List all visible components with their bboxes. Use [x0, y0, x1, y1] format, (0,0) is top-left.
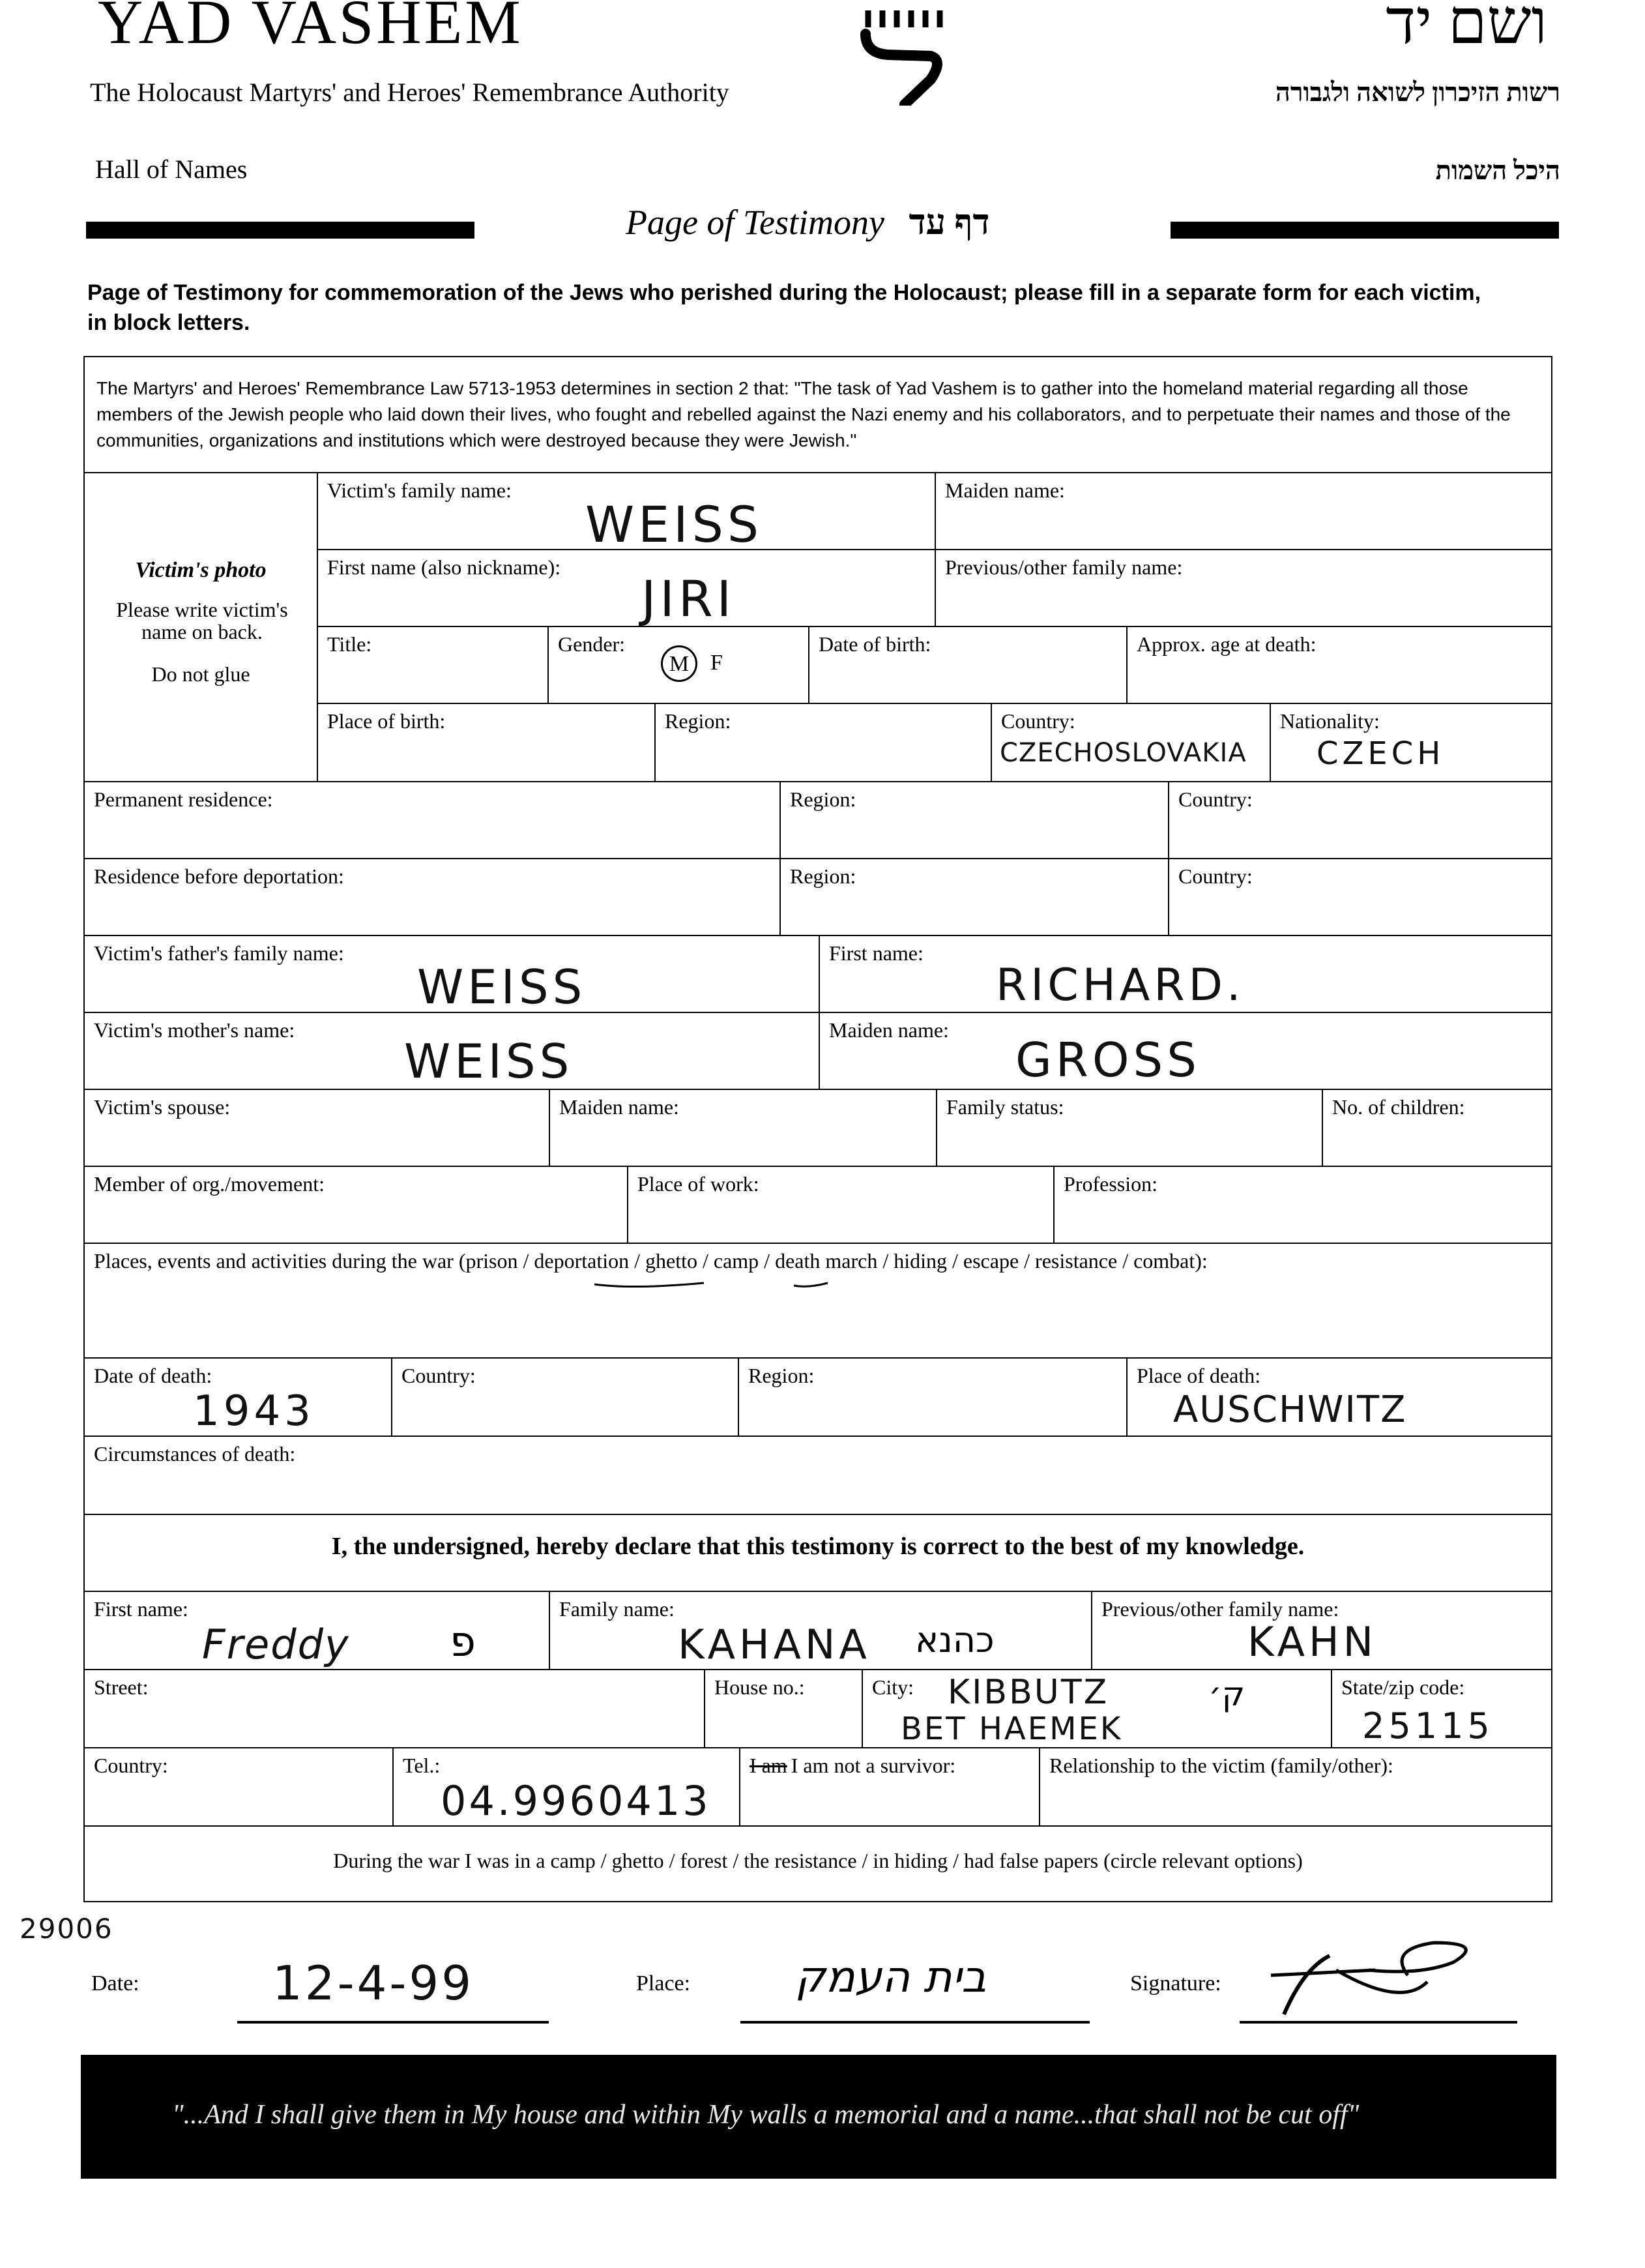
place-value: בית העמק: [795, 1952, 987, 2002]
title-rule-right: [1171, 222, 1559, 239]
father-family-name-field[interactable]: [83, 935, 820, 1013]
member-org-field[interactable]: [83, 1166, 628, 1244]
signature-field[interactable]: [1240, 2021, 1517, 2024]
victim-photo-title: Victim's photo: [135, 558, 267, 582]
field-label: Title:: [327, 632, 372, 656]
place-of-death-value: AUSCHWITZ: [1173, 1389, 1407, 1431]
permanent-region-field[interactable]: [779, 781, 1169, 859]
field-label: Victim's father's family name:: [94, 941, 344, 965]
gender-female-option[interactable]: F: [710, 651, 723, 675]
children-field[interactable]: [1322, 1089, 1552, 1167]
field-label: Circumstances of death:: [94, 1442, 296, 1465]
maiden-name-field[interactable]: [935, 472, 1552, 550]
field-label: Places, events and activities during the war (prison / deportation / ghetto / camp / death march / hiding / escape / resistance / combat):: [94, 1249, 1208, 1273]
birth-region-field[interactable]: [654, 703, 992, 782]
not-survivor-label: I am not a survivor:: [791, 1754, 956, 1777]
date-of-death-field[interactable]: [83, 1357, 392, 1437]
date-value: 12-4-99: [272, 1956, 474, 2010]
field-label: Maiden name:: [559, 1095, 679, 1119]
field-label: Tel.:: [403, 1754, 441, 1777]
field-label: Region:: [790, 864, 856, 888]
city-field[interactable]: [862, 1669, 1332, 1748]
yad-vashem-logo-icon: [859, 8, 950, 106]
field-label: Gender:: [558, 632, 626, 656]
victim-photo-no-glue: Do not glue: [151, 662, 250, 686]
field-label: Residence before deportation:: [94, 864, 344, 888]
residence-before-deportation-field[interactable]: [83, 858, 781, 936]
house-no-field[interactable]: [704, 1669, 863, 1748]
field-label: State/zip code:: [1341, 1675, 1465, 1699]
submitter-previous-name-value: KAHN: [1247, 1618, 1377, 1666]
street-field[interactable]: [83, 1669, 705, 1748]
place-field[interactable]: [740, 2021, 1090, 2024]
deportation-country-field[interactable]: [1168, 858, 1552, 936]
field-label: Family status:: [946, 1095, 1064, 1119]
field-label: Place of death:: [1137, 1364, 1261, 1387]
places-events-field[interactable]: [83, 1243, 1552, 1359]
father-first-name-value: RICHARD.: [996, 960, 1245, 1011]
not-survivor-field[interactable]: [739, 1747, 1040, 1827]
city-value: KIBBUTZ: [948, 1673, 1109, 1712]
field-label: Country:: [401, 1364, 476, 1387]
field-label: Country:: [94, 1754, 168, 1777]
field-label: House no.:: [714, 1675, 805, 1699]
field-label: Region:: [665, 709, 731, 733]
authority-subtitle-hebrew: רשות הזיכרון לשואה ולגבורה: [1275, 78, 1560, 107]
city-value-line2: BET HAEMEK: [901, 1711, 1123, 1747]
field-label: Profession:: [1064, 1172, 1157, 1196]
birth-country-value: CZECHOSLOVAKIA: [1000, 738, 1247, 768]
circumstances-field[interactable]: [83, 1436, 1552, 1515]
birth-country-field[interactable]: [991, 703, 1271, 782]
first-name-field[interactable]: [317, 549, 936, 627]
page-title: Page of Testimony דף עד: [626, 203, 990, 242]
gender-male-option[interactable]: M: [661, 645, 697, 682]
state-zip-field[interactable]: [1331, 1669, 1552, 1748]
date-of-death-value: 1943: [193, 1387, 315, 1436]
declaration-text: I, the undersigned, hereby declare that this testimony is correct to the best of my knowledge.: [331, 1533, 1305, 1560]
page-title-hebrew: דף עד: [909, 203, 990, 242]
father-first-name-field[interactable]: [819, 935, 1552, 1013]
field-label: Place of birth:: [327, 709, 446, 733]
field-label: Place of work:: [637, 1172, 759, 1196]
mother-maiden-name-value: GROSS: [1015, 1033, 1201, 1087]
field-label: Country:: [1001, 709, 1075, 733]
place-of-birth-field[interactable]: [317, 703, 656, 782]
age-at-death-field[interactable]: [1126, 626, 1552, 704]
field-label: Region:: [790, 788, 856, 811]
org-name-hebrew: ושם יד: [1386, 0, 1547, 57]
field-label: Street:: [94, 1675, 149, 1699]
date-field[interactable]: [237, 2021, 549, 2024]
place-of-death-field[interactable]: [1126, 1357, 1552, 1437]
field-label: Family name:: [559, 1597, 675, 1621]
telephone-value: 04.9960413: [441, 1777, 711, 1825]
submitter-first-name-value: Freddy: [202, 1621, 350, 1668]
victim-photo-box: [83, 472, 318, 782]
signature-mark-icon: [1258, 1930, 1519, 2021]
hall-of-names: Hall of Names: [95, 155, 248, 184]
law-text: The Martyrs' and Heroes' Remembrance Law 5713-1953 determines in section 2 that: "The task of Yad Vashem is to gather into the homeland material regarding all those members of the Jewish people who laid down their lives, who fought and rebelled against the Nazi enemy and his collaborators, and to perpetuate their names and those of the communities, organizations and institutions which were destroyed because they were Jewish.": [96, 378, 1511, 450]
hall-of-names-hebrew: היכל השמות: [1435, 156, 1560, 185]
field-label: Country:: [1178, 788, 1253, 811]
death-country-field[interactable]: [391, 1357, 739, 1437]
date-label: Date:: [91, 1971, 139, 1996]
submitter-first-name-hebrew: פ: [450, 1618, 476, 1666]
field-label: Date of death:: [94, 1364, 212, 1387]
footer-quote: "...And I shall give them in My house and within My walls a memorial and a name...that shall not be cut off": [172, 2100, 1360, 2130]
nationality-value: CZECH: [1317, 735, 1445, 772]
mother-name-value: WEISS: [404, 1034, 574, 1089]
submitter-family-name-hebrew: כהנא: [915, 1619, 995, 1660]
title-rule-left: [86, 222, 474, 239]
previous-family-name-field[interactable]: [935, 549, 1552, 627]
date-of-birth-field[interactable]: [808, 626, 1128, 704]
field-label: City:: [872, 1675, 914, 1699]
mother-maiden-name-field[interactable]: [819, 1012, 1552, 1090]
submitter-previous-name-field[interactable]: [1091, 1591, 1552, 1670]
victim-photo-note: Please write victim's name on back.: [116, 598, 288, 643]
family-name-value: WEISS: [585, 495, 763, 553]
field-label: No. of children:: [1332, 1095, 1465, 1119]
family-name-field[interactable]: [317, 472, 936, 553]
intro-text: Page of Testimony for commemoration of the Jews who perished during the Holocaust; please fill in a separate form for each victim, in block letters.: [87, 280, 1481, 335]
field-label: Date of birth:: [819, 632, 931, 656]
authority-subtitle: The Holocaust Martyrs' and Heroes' Remembrance Authority: [90, 78, 729, 107]
mother-name-field[interactable]: [83, 1012, 820, 1090]
field-label: Region:: [748, 1364, 815, 1387]
field-label: Victim's mother's name:: [94, 1018, 295, 1042]
spouse-field[interactable]: [83, 1089, 550, 1167]
permanent-residence-field[interactable]: [83, 781, 781, 859]
profession-field[interactable]: [1053, 1166, 1552, 1244]
family-status-field[interactable]: [936, 1089, 1323, 1167]
i-am-struck-text: I am: [750, 1754, 787, 1777]
field-label: [750, 1754, 955, 1778]
death-region-field[interactable]: [738, 1357, 1128, 1437]
city-hebrew: ק׳: [1208, 1675, 1245, 1713]
title-field[interactable]: [317, 626, 549, 704]
field-label: Member of org./movement:: [94, 1172, 325, 1196]
gender-field[interactable]: [547, 626, 809, 704]
nationality-field[interactable]: [1270, 703, 1552, 782]
deportation-region-field[interactable]: [779, 858, 1169, 936]
field-label: Approx. age at death:: [1137, 632, 1317, 656]
submitter-family-name-field[interactable]: [549, 1591, 1092, 1670]
spouse-maiden-name-field[interactable]: [549, 1089, 937, 1167]
field-label: Maiden name:: [829, 1018, 949, 1042]
field-label: Victim's spouse:: [94, 1095, 231, 1119]
place-of-work-field[interactable]: [627, 1166, 1055, 1244]
first-name-value: JIRI: [641, 570, 736, 628]
state-zip-value: 25115: [1362, 1705, 1494, 1746]
place-label: Place:: [636, 1971, 691, 1996]
field-label: Country:: [1178, 864, 1253, 888]
submitter-country-field[interactable]: [83, 1747, 394, 1827]
submitter-first-name-field[interactable]: [83, 1591, 550, 1670]
field-label: First name (also nickname):: [327, 555, 561, 579]
deportation-camp-underline-marks: [587, 1271, 834, 1291]
org-name: YAD VASHEM: [98, 0, 523, 57]
submitter-family-name-value: KAHANA: [678, 1621, 871, 1668]
signature-label: Signature:: [1130, 1971, 1221, 1996]
field-label: Nationality:: [1280, 709, 1380, 733]
field-label: First name:: [829, 941, 924, 965]
field-label: Maiden name:: [945, 479, 1065, 502]
field-label: Previous/other family name:: [1101, 1597, 1339, 1621]
during-war-text: During the war I was in a camp / ghetto / forest / the resistance / in hiding / had false papers (circle relevant options): [333, 1849, 1303, 1872]
field-label: Relationship to the victim (family/other):: [1049, 1754, 1393, 1777]
permanent-country-field[interactable]: [1168, 781, 1552, 859]
footer-band: [81, 2055, 1556, 2179]
field-label: Victim's family name:: [327, 479, 512, 502]
field-label: Permanent residence:: [94, 788, 273, 811]
father-family-name-value: WEISS: [417, 960, 587, 1014]
margin-number: 29006: [20, 1913, 113, 1945]
telephone-field[interactable]: [392, 1747, 740, 1827]
relationship-field[interactable]: [1039, 1747, 1552, 1827]
field-label: First name:: [94, 1597, 188, 1621]
field-label: Previous/other family name:: [945, 555, 1183, 579]
